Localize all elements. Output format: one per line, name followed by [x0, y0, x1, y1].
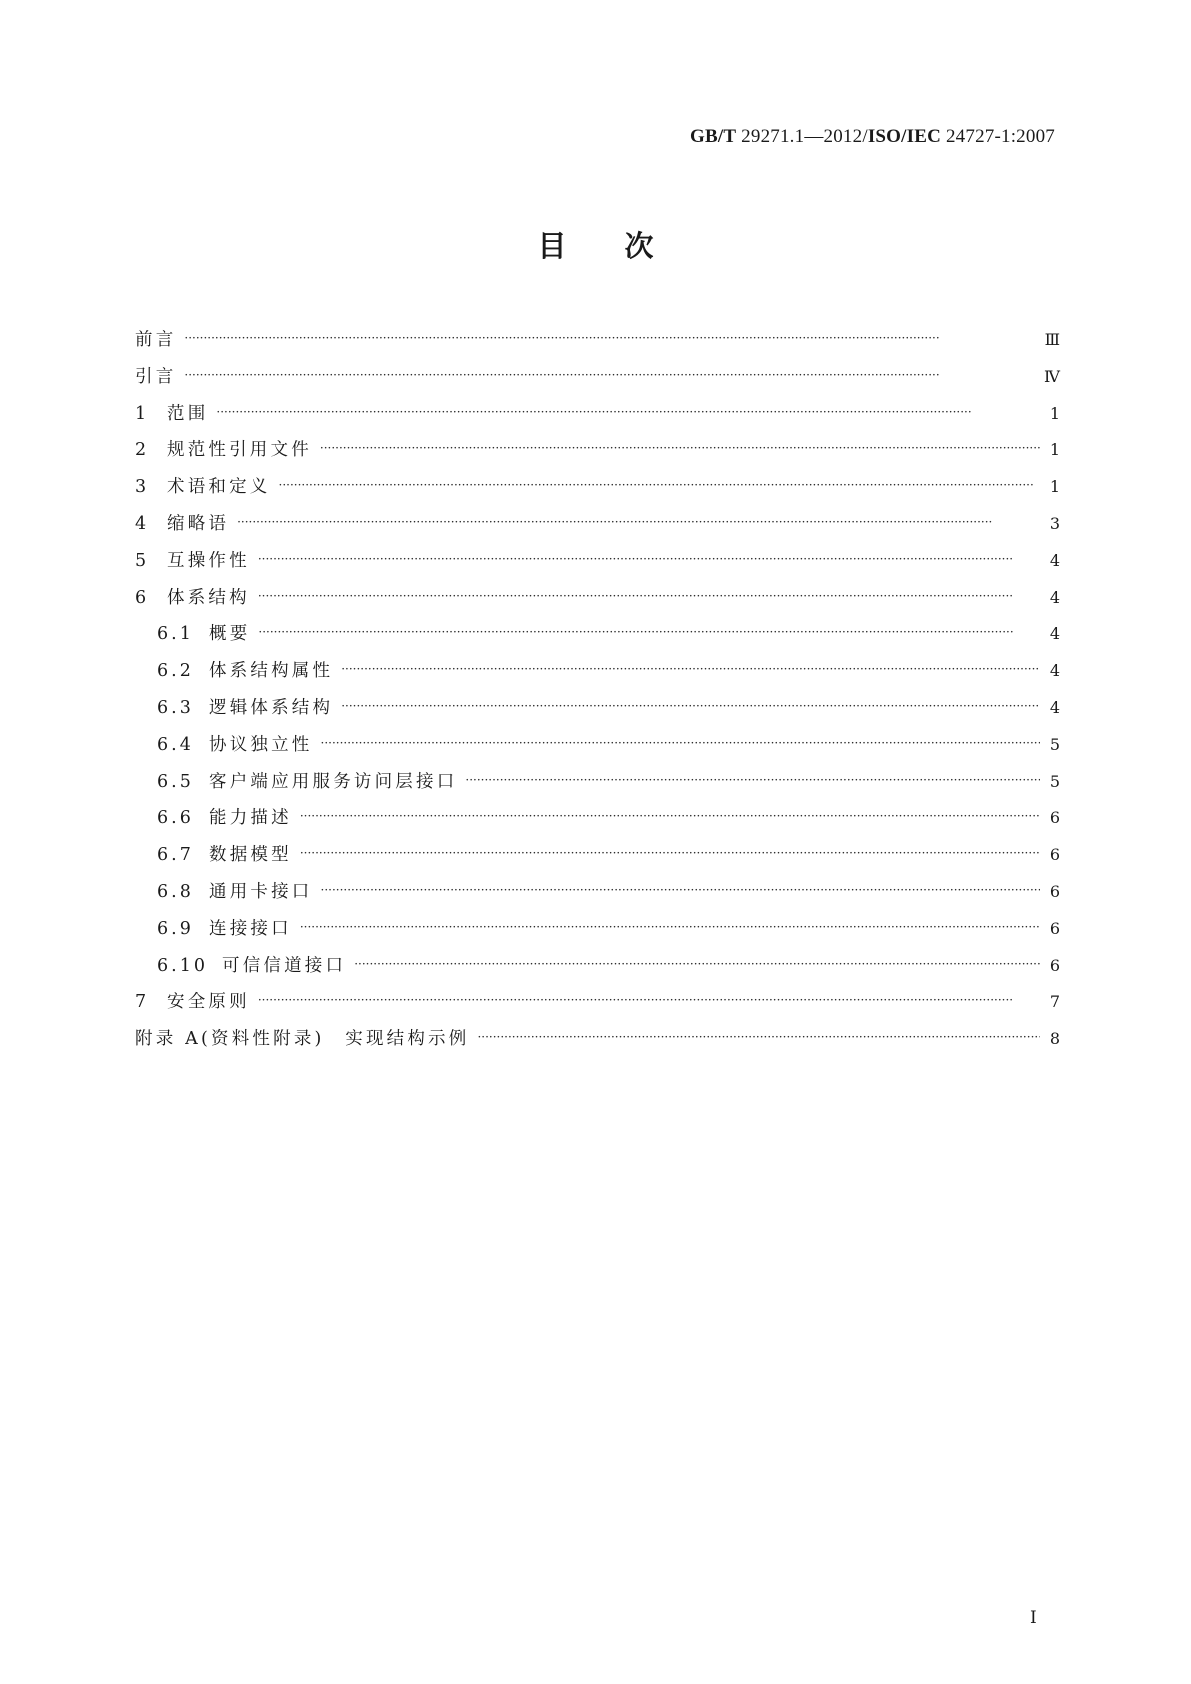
toc-entry-2[interactable] [135, 435, 1060, 472]
toc-title [0, 228, 1191, 264]
toc-entry-number: 6.8 [157, 881, 194, 902]
toc-entry-page: 6 [1049, 808, 1060, 828]
dot-leader [321, 730, 1041, 750]
dot-leader [216, 399, 1040, 419]
toc-entry-6-3[interactable] [135, 693, 1060, 730]
toc-entry-page: 6 [1049, 845, 1060, 865]
dot-leader [184, 362, 1038, 382]
toc-entry-6[interactable] [135, 583, 1060, 620]
toc-entry-label: 范围 [167, 403, 209, 424]
toc-entry-4[interactable] [135, 509, 1060, 546]
toc-entry-label: 通用卡接口 [209, 881, 313, 902]
toc-entry-number: 6 [135, 587, 150, 608]
toc-entry-6-4[interactable] [135, 730, 1060, 767]
toc-entry-number: 6.4 [157, 734, 194, 755]
toc-entry-page: 4 [1049, 550, 1060, 570]
toc-entry-label: 客户端应用服务访问层接口 [209, 771, 458, 792]
page-number: I [1030, 1608, 1037, 1628]
toc-entry-label: 逻辑体系结构 [209, 697, 334, 718]
toc-entry-page: 4 [1049, 661, 1060, 681]
dot-leader [321, 877, 1041, 897]
toc-entry-number: 6.9 [157, 918, 194, 939]
toc-entry-label: 可信信道接口 [222, 955, 347, 976]
dot-leader [300, 803, 1040, 823]
dot-leader [465, 767, 1040, 787]
toc-entry-label: 缩略语 [167, 513, 230, 534]
toc-entry-page: 4 [1049, 697, 1060, 717]
dot-leader [320, 435, 1040, 455]
standard-code-part-4: 24727-1:2007 [941, 126, 1055, 147]
toc-entry-foreword[interactable] [135, 325, 1060, 362]
toc-entry-3[interactable] [135, 472, 1060, 509]
toc-entry-page: 5 [1049, 734, 1060, 754]
toc-entry-label: 协议独立性 [209, 734, 313, 755]
toc-entry-introduction[interactable] [135, 362, 1060, 399]
table-of-contents [135, 325, 1060, 1061]
toc-entry-page: 5 [1049, 771, 1060, 791]
toc-entry-label: 连接接口 [209, 918, 292, 939]
toc-entry-label: 数据模型 [209, 845, 292, 866]
standard-code-part-2: 29271.1—2012/ [736, 126, 868, 147]
toc-entry-number: 6.7 [157, 845, 194, 866]
toc-entry-page: 1 [1049, 440, 1060, 460]
toc-entry-label: 引言 [135, 366, 177, 387]
dot-leader [237, 509, 1040, 529]
toc-entry-number: 5 [135, 550, 150, 571]
dot-leader [258, 987, 1040, 1007]
toc-entry-number: 4 [135, 513, 150, 534]
toc-entry-page: Ⅳ [1044, 366, 1060, 386]
toc-entry-label: 术语和定义 [167, 477, 271, 498]
toc-entry-7[interactable] [135, 987, 1060, 1024]
dot-leader [300, 840, 1040, 860]
toc-entry-number: 6.1 [157, 624, 194, 645]
toc-entry-label: 概要 [209, 624, 251, 645]
toc-entry-number: 6.10 [157, 955, 208, 976]
toc-entry-number: 6.3 [157, 697, 194, 718]
toc-entry-label: 体系结构 [167, 587, 250, 608]
dot-leader [258, 583, 1040, 603]
toc-entry-number: 2 [135, 440, 150, 461]
toc-entry-number: 1 [135, 403, 150, 424]
toc-entry-label: 附录 A(资料性附录) 实现结构示例 [135, 1029, 470, 1050]
toc-title-char-1: 目 [537, 229, 567, 263]
toc-entry-number: 7 [135, 992, 150, 1013]
toc-entry-6-9[interactable] [135, 914, 1060, 951]
dot-leader [184, 325, 1038, 345]
toc-entry-number: 6.5 [157, 771, 194, 792]
toc-entry-page: 6 [1049, 918, 1060, 938]
toc-entry-label: 前言 [135, 330, 177, 350]
dot-leader [258, 619, 1040, 639]
toc-entry-page: 4 [1049, 587, 1060, 607]
toc-entry-annex-a[interactable] [135, 1024, 1060, 1061]
toc-entry-6-2[interactable] [135, 656, 1060, 693]
toc-entry-page: 6 [1049, 955, 1060, 975]
toc-entry-page: 4 [1049, 624, 1060, 644]
toc-entry-number: 6.6 [157, 808, 194, 829]
toc-entry-page: 3 [1049, 513, 1060, 533]
toc-entry-number: 3 [135, 477, 150, 498]
toc-entry-6-6[interactable] [135, 803, 1060, 840]
toc-entry-page: 7 [1049, 992, 1060, 1012]
toc-entry-5[interactable] [135, 546, 1060, 583]
dot-leader [341, 656, 1040, 676]
toc-entry-label: 能力描述 [209, 808, 292, 829]
toc-title-char-2: 次 [624, 229, 654, 263]
dot-leader [354, 951, 1040, 971]
standard-code-part-1: GB/T [690, 126, 737, 147]
toc-entry-label: 体系结构属性 [209, 661, 334, 682]
toc-entry-6-8[interactable] [135, 877, 1060, 914]
dot-leader [279, 472, 1041, 492]
toc-entry-label: 安全原则 [167, 992, 250, 1013]
dot-leader [258, 546, 1040, 566]
toc-entry-page: 8 [1049, 1029, 1060, 1049]
toc-entry-6-1[interactable] [135, 619, 1060, 656]
toc-entry-6-7[interactable] [135, 840, 1060, 877]
toc-entry-page: 1 [1049, 477, 1060, 497]
toc-entry-6-5[interactable] [135, 767, 1060, 804]
toc-entry-page: Ⅲ [1044, 330, 1060, 349]
toc-entry-page: 6 [1049, 881, 1060, 901]
dot-leader [341, 693, 1040, 713]
toc-entry-6-10[interactable] [135, 951, 1060, 988]
toc-entry-1[interactable] [135, 399, 1060, 436]
toc-entry-label: 互操作性 [167, 550, 250, 571]
standard-code-header [690, 126, 1055, 148]
dot-leader [300, 914, 1040, 934]
toc-entry-label: 规范性引用文件 [167, 440, 312, 461]
toc-entry-page: 1 [1049, 403, 1060, 423]
dot-leader [477, 1024, 1040, 1044]
toc-entry-number: 6.2 [157, 661, 194, 682]
standard-code-part-3: ISO/IEC [867, 126, 942, 147]
